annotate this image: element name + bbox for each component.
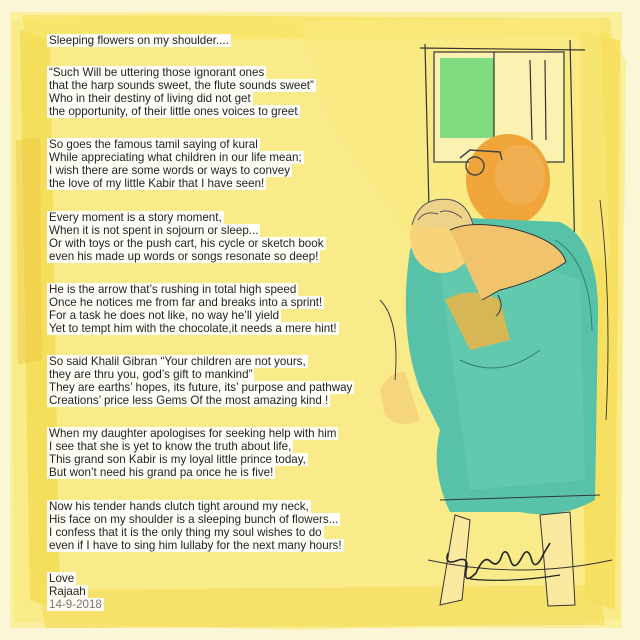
poem-line: Once he notices me from far and breaks into a sprint! bbox=[49, 296, 323, 309]
poem-line: that the harp sounds sweet, the flute sounds sweet” bbox=[49, 79, 314, 92]
poem-line: the love of my little Kabir that I have seen! bbox=[49, 177, 265, 190]
poem-line: I wish there are some words or ways to convey bbox=[49, 164, 290, 177]
poem-line: He is the arrow that’s rushing in total high speed bbox=[49, 283, 297, 296]
poem-line: Now his tender hands clutch tight around my neck, bbox=[49, 500, 309, 513]
poem-line: the opportunity, of their little ones voices to greet bbox=[49, 105, 298, 118]
poem-line: When it is not spent in sojourn or sleep... bbox=[49, 224, 259, 237]
poem-line: Or with toys or the push cart, his cycle or sketch book bbox=[49, 237, 324, 250]
signoff-name: Rajaah bbox=[49, 585, 86, 598]
poem-line: even if I have to sing him lullaby for the next many hours! bbox=[49, 539, 342, 552]
poem-line: I see that she is yet to know the truth about life, bbox=[49, 440, 292, 453]
poem-line: His face on my shoulder is a sleeping bunch of flowers... bbox=[49, 513, 339, 526]
poem-line: I confess that it is the only thing my soul wishes to do bbox=[49, 526, 322, 539]
poem-line: So said Khalil Gibran “Your children are not yours, bbox=[49, 355, 306, 368]
poem-line: Yet to tempt him with the chocolate,it needs a mere hint! bbox=[49, 322, 337, 335]
poem-line: even his made up words or songs resonate so deep! bbox=[49, 250, 319, 263]
poem-line: When my daughter apologises for seeking help with him bbox=[49, 427, 337, 440]
poem-line: they are thru you, god’s gift to mankind” bbox=[49, 368, 253, 381]
poem-line: For a task he does not like, no way he’ll yield bbox=[49, 309, 280, 322]
poem-line: “Such Will be uttering those ignorant ones bbox=[49, 66, 265, 79]
poem-line: Who in their destiny of living did not get bbox=[49, 92, 251, 105]
poem-line: This grand son Kabir is my loyal little prince today, bbox=[49, 453, 306, 466]
signoff-date: 14-9-2018 bbox=[49, 598, 102, 611]
poem-line: While appreciating what children in our life mean; bbox=[49, 151, 302, 164]
signoff-love: Love bbox=[49, 572, 75, 585]
poem-line: They are earths’ hopes, its future, its’ purpose and pathway bbox=[49, 381, 353, 394]
poem-title: Sleeping flowers on my shoulder.... bbox=[49, 34, 229, 47]
poem-line: Every moment is a story moment, bbox=[49, 211, 222, 224]
poem-line: Creations’ price less Gems Of the most amazing kind ! bbox=[49, 394, 329, 407]
poem-line: So goes the famous tamil saying of kural bbox=[49, 138, 258, 151]
poem-line: But won’t need his grand pa once he is five! bbox=[49, 466, 274, 479]
